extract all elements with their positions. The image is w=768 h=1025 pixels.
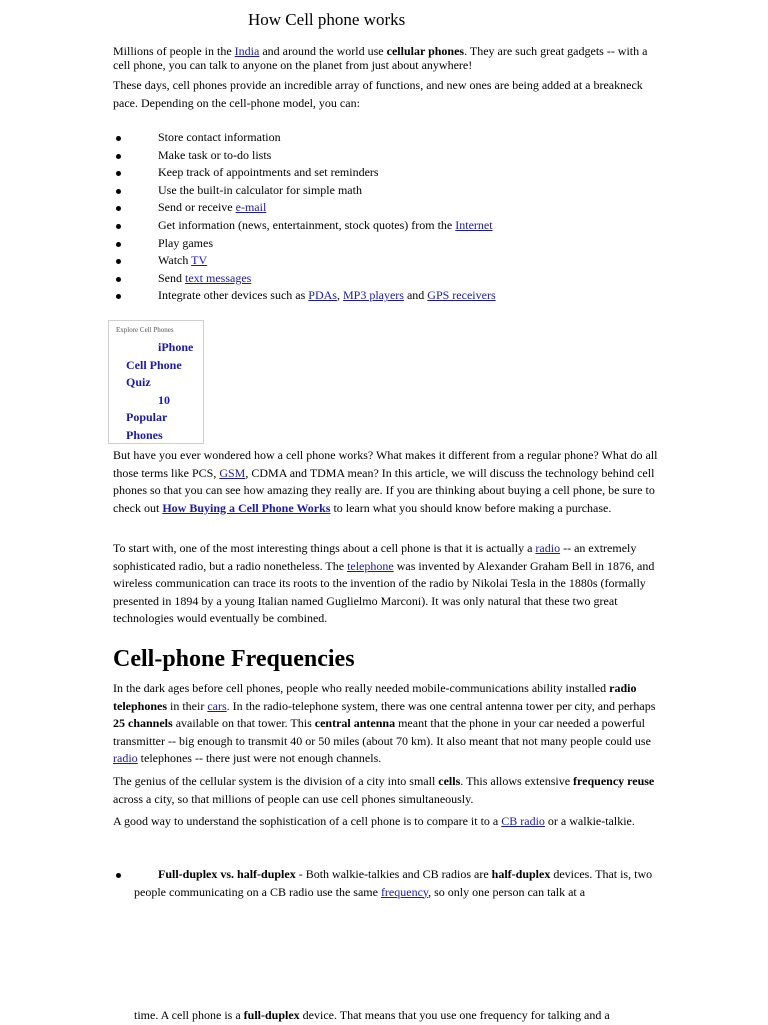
link-cb-radio[interactable]: CB radio (501, 814, 545, 828)
link-pdas[interactable]: PDAs (308, 288, 337, 303)
text-run: - Both walkie-talkies and CB radios are (295, 867, 492, 881)
link-text-messages[interactable]: text messages (185, 270, 252, 285)
list-item (113, 147, 673, 165)
list-item (113, 270, 673, 288)
intro-paragraph-1 (113, 45, 658, 72)
text-run: meant that the phone in your car needed a powerful transmitter -- big enough to transmit 40 or 50 miles (about 70 km). It also meant that not many people could use (113, 716, 651, 748)
link-iphone-quiz[interactable]: iPhone Cell Phone Quiz (126, 340, 194, 389)
duplex-text (113, 866, 658, 901)
list-item-text: Keep track of appointments and set reminders (158, 165, 379, 180)
text-run: . This allows extensive (460, 774, 574, 788)
page-title: How Cell phone works (248, 10, 406, 29)
bold-text: cells (438, 774, 461, 788)
paragraph-cells (113, 773, 658, 808)
list-item (113, 129, 673, 147)
list-item-text: Get information (news, entertainment, stock quotes) from the (158, 217, 456, 232)
text-run: , so only one person can talk at a (428, 884, 586, 899)
intro-paragraph-2: These days, cell phones provide an incredible array of functions, and new ones are being added at a breakneck pace. Depending on the cell-phone model, you can: (113, 78, 643, 110)
paragraph-cb-radio (113, 813, 658, 831)
text-run: across a city, so that millions of people can use cell phones simultaneously. (113, 791, 474, 806)
text-run: time. A cell phone is a (134, 1008, 244, 1022)
list-item-text: and (403, 288, 428, 303)
explore-box-heading: Explore Cell Phones (116, 326, 174, 334)
bold-text: 25 channels (113, 716, 173, 730)
paragraph-history (113, 540, 658, 628)
text-run: device. That means that you use one frequency for talking and a (299, 1008, 610, 1022)
text-run: to learn what you should know before making a purchase. (330, 500, 612, 515)
bold-text: radio telephones (113, 681, 637, 713)
link-radio[interactable]: radio (535, 541, 561, 555)
link-email[interactable]: e-mail (235, 200, 267, 215)
link-radio-2[interactable]: radio (113, 751, 138, 765)
bold-text: frequency reuse (573, 774, 655, 788)
list-item-text: Send (158, 270, 185, 285)
text-run: and around the world use (259, 44, 387, 58)
bold-text: central antenna (314, 716, 396, 730)
explore-links (126, 339, 204, 444)
duplex-list-item (113, 866, 658, 901)
page-continuation-text (134, 1007, 664, 1025)
list-item (113, 235, 673, 253)
text-run: A good way to understand the sophistication of a cell phone is to compare it to a (113, 814, 502, 828)
bold-cellular-phones: cellular phones (386, 44, 465, 58)
text-run: The genius of the cellular system is the division of a city into small (113, 774, 439, 788)
text-run: or a walkie-talkie. (544, 814, 635, 828)
link-tv[interactable]: TV (191, 253, 208, 268)
text-run: . They are such great gadgets -- with a cell phone, you can talk to anyone on the planet from just about anywhere! (113, 44, 648, 72)
bullet-dot (116, 873, 121, 878)
list-item-text: , (336, 288, 343, 303)
list-item (113, 199, 673, 217)
list-item-text: Integrate other devices such as (158, 288, 309, 303)
list-item (113, 182, 673, 200)
bold-text: full-duplex (243, 1008, 300, 1022)
text-run: In the dark ages before cell phones, people who really needed mobile-communications ability installed (113, 681, 610, 695)
explore-cell-phones-box (108, 320, 204, 444)
paragraph-radio-telephones (113, 680, 658, 768)
text-run: , CDMA and TDMA mean? In this article, we will discuss the technology behind cell phones so that you can see how amazing they really are. If you are thinking about buying a cell phone, be sure to check out (113, 465, 655, 515)
link-india[interactable]: India (234, 44, 260, 58)
link-cars[interactable]: cars (207, 698, 227, 713)
list-item (113, 164, 673, 182)
link-telephone[interactable]: telephone (347, 558, 394, 573)
link-how-buying-cell-phone-works[interactable]: How Buying a Cell Phone Works (162, 500, 331, 515)
link-frequency[interactable]: frequency (380, 884, 429, 899)
list-item-text: Send or receive (158, 200, 236, 215)
list-item-text: Use the built-in calculator for simple math (158, 182, 362, 197)
text-run: Millions of people in the (113, 44, 235, 58)
link-popular-phones[interactable]: 10 Popular Phones (126, 392, 170, 442)
text-run: available on that tower. This (172, 716, 315, 730)
link-internet[interactable]: Internet (455, 217, 493, 232)
text-run: in their (167, 698, 208, 713)
text-run: was invented by Alexander Graham Bell in 1876, and wireless communication can trace its roots to the invention of the radio by Nikolai Tesla in the 1880s (formally presented in 1894 by a young Italian named Guglielmo Marconi). It was only natural that these two great technologies would eventually be combined. (113, 558, 655, 625)
list-item-text: Store contact information (158, 130, 281, 144)
link-gps-receivers[interactable]: GPS receivers (427, 288, 496, 303)
feature-list (113, 129, 673, 305)
text-run: devices. That is, two people communicating on a CB radio use the same (134, 867, 653, 899)
list-item (113, 287, 673, 305)
text-run: To start with, one of the most interesting things about a cell phone is that it is actually a (113, 541, 536, 555)
section-heading: Cell-phone Frequencies (113, 646, 355, 672)
text-run: But have you ever wondered how a cell phone works? What makes it different from a regular phone? What do all those terms like PCS, (113, 448, 658, 480)
text-run: telephones -- there just were not enough channels. (137, 751, 382, 765)
link-mp3-players[interactable]: MP3 players (342, 288, 404, 303)
paragraph-overview (113, 447, 658, 517)
list-item (113, 217, 673, 235)
text-run: -- an extremely sophisticated radio, but a radio nonetheless. The (113, 541, 637, 573)
list-item-text: Make task or to-do lists (158, 147, 272, 162)
list-item-text: Watch (158, 253, 192, 268)
list-item-text: Play games (158, 235, 213, 250)
text-run: . In the radio-telephone system, there was one central antenna tower per city, and perhaps (226, 698, 656, 713)
link-gsm[interactable]: GSM (219, 465, 246, 480)
list-item (113, 252, 673, 270)
bold-text: Full-duplex vs. half-duplex (158, 867, 296, 881)
bold-text: half-duplex (491, 867, 551, 881)
